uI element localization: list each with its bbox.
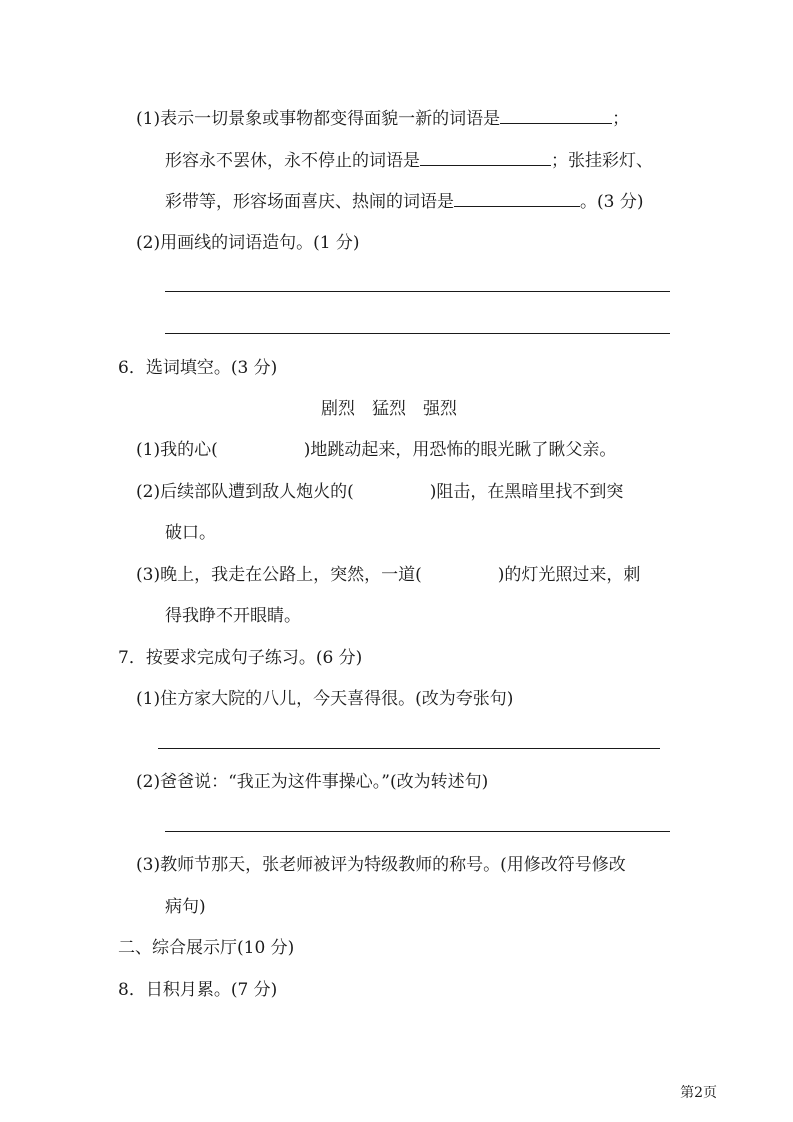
q6-s3-after: )的灯光照过来，刺: [497, 565, 641, 585]
q7-answer-line-1[interactable]: [158, 748, 660, 749]
q6-s1-before: (1)我的心(: [136, 440, 218, 460]
q6-sentence-3-cont: 得我睁不开眼睛。: [165, 606, 301, 626]
q6-s2-before: (2)后续部队遭到敌人炮火的(: [136, 482, 354, 502]
q5-part1-line2: [165, 149, 653, 172]
q5-part1-text-a: (1)表示一切景象或事物都变得面貌一新的词语是: [136, 109, 501, 129]
q7-sentence-2: (2)爸爸说：“我正为这件事操心。”(改为转述句): [136, 772, 489, 792]
q5-part1-text-c-end: 。(3 分): [580, 192, 644, 212]
q5-part1-text-c: 彩带等，形容场面喜庆、热闹的词语是: [165, 192, 454, 212]
q5-part1-text-b-end: ；张挂彩灯、: [551, 151, 653, 171]
q5-answer-line-2[interactable]: [165, 333, 670, 334]
q5-part2: (2)用画线的词语造句。(1 分): [136, 233, 360, 253]
q8-title: 8．日积月累。(7 分): [118, 980, 278, 1000]
q7-sentence-3-cont: 病句): [165, 897, 206, 917]
section-2-title: 二、综合展示厅(10 分): [118, 938, 295, 958]
q6-sentence-2: [136, 481, 623, 503]
q6-title: 6．选词填空。(3 分): [118, 358, 278, 378]
q5-answer-line-1[interactable]: [165, 291, 670, 292]
q7-sentence-3: (3)教师节那天，张老师被评为特级教师的称号。(用修改符号修改: [136, 855, 626, 875]
q5-part1-text-a-end: ；: [612, 109, 630, 129]
q5-part1-text-b: 形容永不罢休，永不停止的词语是: [165, 151, 420, 171]
q5-blank-2[interactable]: [420, 149, 551, 166]
q6-s1-after: )地跳动起来，用恐怖的眼光瞅了瞅父亲。: [303, 440, 617, 460]
q6-sentence-1: [136, 439, 616, 461]
q6-sentence-3: [136, 564, 640, 586]
page-number: 第2页: [680, 1085, 717, 1101]
q6-word-bank: 剧烈 猛烈 强烈: [321, 399, 457, 419]
q7-title: 7．按要求完成句子练习。(6 分): [118, 648, 363, 668]
q6-s2-after: )阻击，在黑暗里找不到突: [429, 482, 624, 502]
q5-part1-line3: [165, 190, 643, 213]
q7-answer-line-2[interactable]: [165, 831, 670, 832]
q7-sentence-1: (1)住方家大院的八儿，今天喜得很。(改为夸张句): [136, 689, 514, 709]
q5-part1-line1: [136, 107, 629, 130]
q5-blank-1[interactable]: [500, 107, 612, 124]
q6-s3-before: (3)晚上，我走在公路上，突然，一道(: [136, 565, 422, 585]
q6-sentence-2-cont: 破口。: [165, 523, 216, 543]
q5-blank-3[interactable]: [454, 190, 580, 207]
